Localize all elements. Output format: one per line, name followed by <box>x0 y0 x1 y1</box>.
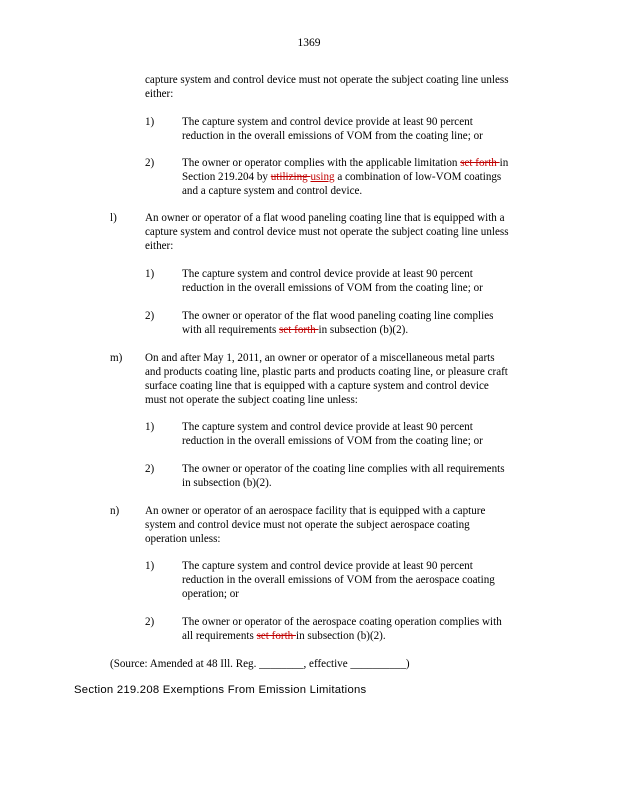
text-line: reduction in the overall emissions of VOM from the coating line; or <box>182 129 483 142</box>
text-line <box>182 324 534 338</box>
page-number: 1369 <box>297 37 321 49</box>
subsection-label-l: l) <box>110 212 117 224</box>
intro-item-1 <box>182 116 534 144</box>
n-item-1 <box>182 560 534 602</box>
item-number: 1) <box>145 421 155 433</box>
text-line: must not operate the subject coating line unless: <box>145 393 358 406</box>
text: all requirements <box>182 629 257 642</box>
text-line: The capture system and control device provide at least 90 percent <box>182 268 473 280</box>
text-line <box>182 157 534 171</box>
text-line: operation; or <box>182 587 239 600</box>
text-line: reduction in the overall emissions of VOM from the aerospace coating <box>182 573 495 586</box>
item-number: 2) <box>145 616 155 628</box>
text-line: capture system and control device must not operate the subject coating line unless <box>145 225 509 238</box>
text: with all requirements <box>182 323 280 336</box>
text-line: either: <box>145 87 174 100</box>
deleted-text: utilizing <box>270 170 311 183</box>
text: in subsection (b)(2). <box>296 629 386 642</box>
item-number: 2) <box>145 310 155 322</box>
text: in subsection (b)(2). <box>318 323 409 336</box>
text: Section 219.204 by <box>182 170 271 183</box>
text-line: The capture system and control device provide at least 90 percent <box>182 116 473 128</box>
text-line: The owner or operator of the coating line complies with all requirements <box>182 463 505 475</box>
text-line <box>182 630 534 644</box>
section-heading: Section 219.208 Exemptions From Emission Limitations <box>74 684 367 696</box>
text-line: An owner or operator of an aerospace facility that is equipped with a capture <box>145 505 486 517</box>
text: The owner or operator complies with the applicable limitation <box>182 157 461 169</box>
deleted-text: set forth <box>460 157 500 169</box>
text-line: On and after May 1, 2011, an owner or operator of a miscellaneous metal parts <box>145 352 495 364</box>
deleted-text: set forth <box>256 629 296 642</box>
subsection-label-m: m) <box>110 352 123 364</box>
subsection-label-n: n) <box>110 505 120 517</box>
l-item-2 <box>182 310 534 338</box>
text: in <box>499 157 509 169</box>
text-line: The owner or operator of the flat wood paneling coating line complies <box>182 310 494 322</box>
text-line: and a capture system and control device. <box>182 184 363 197</box>
item-number: 2) <box>145 463 155 475</box>
l-item-1 <box>182 268 534 296</box>
text-line: system and control device must not operate the subject aerospace coating <box>145 518 470 531</box>
subsection-l-text <box>145 212 543 254</box>
item-number: 1) <box>145 116 155 128</box>
text-line: either: <box>145 239 174 252</box>
text-line: in subsection (b)(2). <box>182 476 272 489</box>
item-number: 2) <box>145 157 155 169</box>
text: a combination of low-VOM coatings <box>334 170 502 183</box>
item-number: 1) <box>145 268 155 280</box>
inserted-text: using <box>310 170 335 183</box>
source-note: (Source: Amended at 48 Ill. Reg. ________, effective __________) <box>110 658 410 670</box>
text-line: capture system and control device must not operate the subject coating line unless <box>145 74 509 86</box>
intro-paragraph <box>145 74 543 102</box>
m-item-1 <box>182 421 534 449</box>
item-number: 1) <box>145 560 155 572</box>
subsection-n-text <box>145 505 543 547</box>
text-line: reduction in the overall emissions of VOM from the coating line; or <box>182 281 483 294</box>
text-line: The owner or operator of the aerospace coating operation complies with <box>182 616 502 628</box>
text-line: The capture system and control device provide at least 90 percent <box>182 560 473 572</box>
m-item-2 <box>182 463 534 491</box>
n-item-2 <box>182 616 534 644</box>
text-line: reduction in the overall emissions of VOM from the coating line; or <box>182 434 483 447</box>
subsection-m-text <box>145 352 543 408</box>
deleted-text: set forth <box>279 323 319 336</box>
intro-item-2 <box>182 157 534 199</box>
text-line: surface coating line that is equipped with a capture system and control device <box>145 379 489 392</box>
text-line: and products coating line, plastic parts and products coating line, or pleasure craft <box>145 365 508 378</box>
text-line: The capture system and control device provide at least 90 percent <box>182 421 473 433</box>
text-line: An owner or operator of a flat wood paneling coating line that is equipped with a <box>145 212 505 224</box>
text-line: operation unless: <box>145 532 221 545</box>
text-line <box>182 171 534 185</box>
